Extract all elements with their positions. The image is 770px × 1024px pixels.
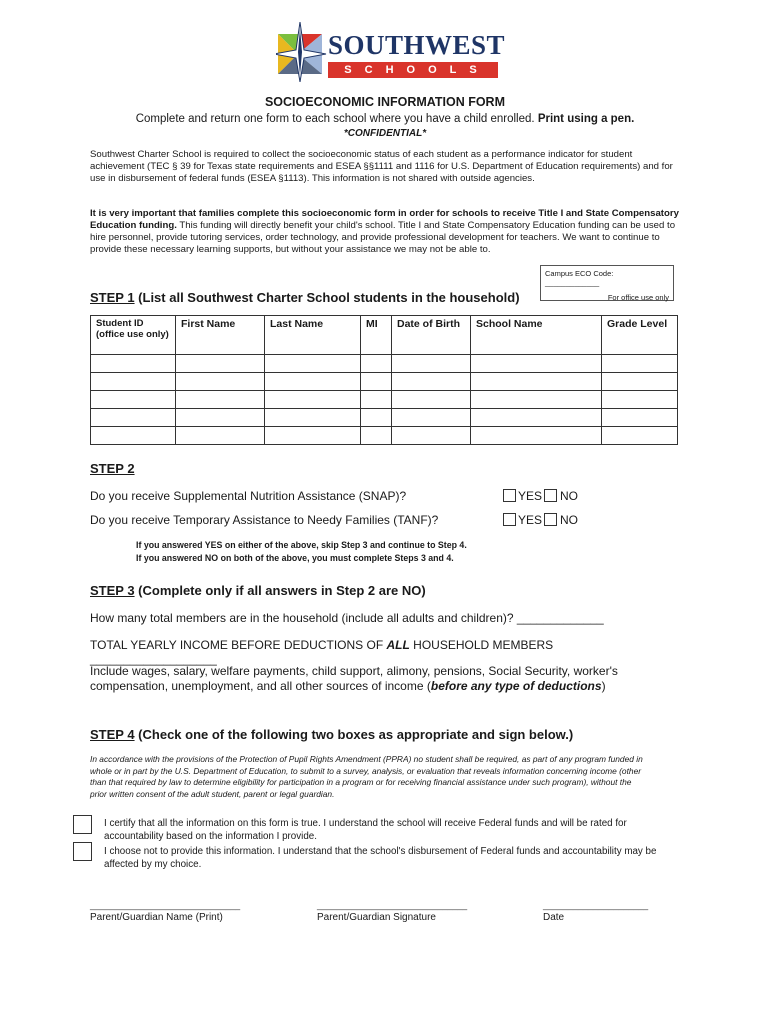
certify-checkbox[interactable] xyxy=(73,815,92,834)
tanf-yes-label: YES xyxy=(518,513,543,527)
step2-note-no: If you answered NO on both of the above, you must complete Steps 3 and 4. xyxy=(136,553,454,563)
step1-heading: STEP 1 (List all Southwest Charter School students in the household) xyxy=(90,290,520,305)
household-members-question: How many total members are in the household (include all adults and children)? _____________ xyxy=(90,611,604,625)
col-school-name: School Name xyxy=(471,316,602,355)
tanf-question: Do you receive Temporary Assistance to Needy Families (TANF)? xyxy=(90,513,439,527)
table-row xyxy=(91,391,678,409)
form-subtitle: Complete and return one form to each school where you have a child enrolled. Print using a pen. xyxy=(135,113,635,125)
table-row xyxy=(91,355,678,373)
col-student-id: Student ID (office use only) xyxy=(91,316,176,355)
logo-wordmark: SOUTHWEST xyxy=(328,30,506,60)
col-dob: Date of Birth xyxy=(392,316,471,355)
tanf-no-label: NO xyxy=(560,513,578,527)
snap-yes-checkbox[interactable] xyxy=(503,489,516,502)
table-row xyxy=(91,373,678,391)
col-last-name: Last Name xyxy=(265,316,361,355)
campus-eco-code-box xyxy=(540,265,674,301)
signature-line[interactable]: ______________________________ xyxy=(317,900,468,910)
snap-question: Do you receive Supplemental Nutrition Assistance (SNAP)? xyxy=(90,489,407,503)
name-print-line[interactable]: ______________________________ xyxy=(90,900,241,910)
col-grade-level: Grade Level xyxy=(602,316,678,355)
name-print-label: Parent/Guardian Name (Print) xyxy=(90,912,223,923)
step2-note-yes: If you answered YES on either of the above, skip Step 3 and continue to Step 4. xyxy=(136,540,467,550)
table-row xyxy=(91,409,678,427)
logo-schools-bar: SCHOOLS xyxy=(328,62,498,78)
snap-no-label: NO xyxy=(560,489,578,503)
decline-statement: I choose not to provide this information. I understand that the school's disbursement of Federal funds and accountability may be affected by my choice. xyxy=(104,846,657,870)
confidential-label: *CONFIDENTIAL* xyxy=(343,128,427,139)
office-use-note: For office use only xyxy=(607,293,669,302)
snap-no-checkbox[interactable] xyxy=(544,489,557,502)
step4-heading: STEP 4 (Check one of the following two boxes as appropriate and sign below.) xyxy=(90,727,574,742)
intro-paragraph: Southwest Charter School is required to collect the socioeconomic status of each student as a performance indicator for student achievement (TEC § 39 for Texas state requirements and ESEA §§1111 and 1116 for U.S. Department of Education requirements) and for use in disbursement of federal funds (ESEA §1113). This information is not shared with outside agencies. xyxy=(90,149,673,184)
certify-statement: I certify that all the information on this form is true. I understand the school will receive Federal funds and will be rated for accountability based on the information I provide. xyxy=(104,818,627,842)
funding-paragraph: It is very important that families complete this socioeconomic form in order for schools to receive Title I and State Compensatory Education funding. This funding will directly benefit your child's school. Title I and State Compensatory Education funding can be used to hire personnel, provide tutoring services, order technology, and provide professional development for teachers. We want to continue to provide these necessary learning supports, but without your assistance we may not be able to. xyxy=(90,208,679,255)
income-sources-note: Include wages, salary, welfare payments, child support, alimony, pensions, Social Security, worker's compensation, unemployment, and all other sources of income (before any type of deductions) xyxy=(90,664,618,693)
decline-checkbox[interactable] xyxy=(73,842,92,861)
date-line[interactable]: _____________________ xyxy=(543,900,649,910)
tanf-no-checkbox[interactable] xyxy=(544,513,557,526)
form-title: SOCIOECONOMIC INFORMATION FORM xyxy=(264,95,506,109)
date-label: Date xyxy=(543,912,565,923)
col-mi: MI xyxy=(361,316,392,355)
star-compass-icon xyxy=(276,22,326,82)
tanf-yes-checkbox[interactable] xyxy=(503,513,516,526)
snap-yes-label: YES xyxy=(518,489,543,503)
step3-heading: STEP 3 (Complete only if all answers in Step 2 are NO) xyxy=(90,583,426,598)
signature-label: Parent/Guardian Signature xyxy=(317,912,436,923)
col-first-name: First Name xyxy=(176,316,265,355)
table-header-row xyxy=(91,316,678,355)
step2-heading: STEP 2 xyxy=(90,461,135,476)
yearly-income-question: TOTAL YEARLY INCOME BEFORE DEDUCTIONS OF ALL HOUSEHOLD MEMBERS ___________________ xyxy=(90,638,554,666)
students-table xyxy=(90,315,678,445)
ppra-notice: In accordance with the provisions of the Protection of Pupil Rights Amendment (PPRA) no student shall be required, as part of any program funded in whole or in part by the U.S. Department of Education, to submit to a survey, analysis, or evaluation that reveals information concerning income (other than that required by law to determine eligibility for participation in a program or for receiving financial assistance under such program), without the prior written consent of the adult student, parent or legal guardian. xyxy=(90,754,643,799)
eco-code-label: Campus ECO Code: _____________ xyxy=(545,269,614,287)
table-row xyxy=(91,427,678,445)
